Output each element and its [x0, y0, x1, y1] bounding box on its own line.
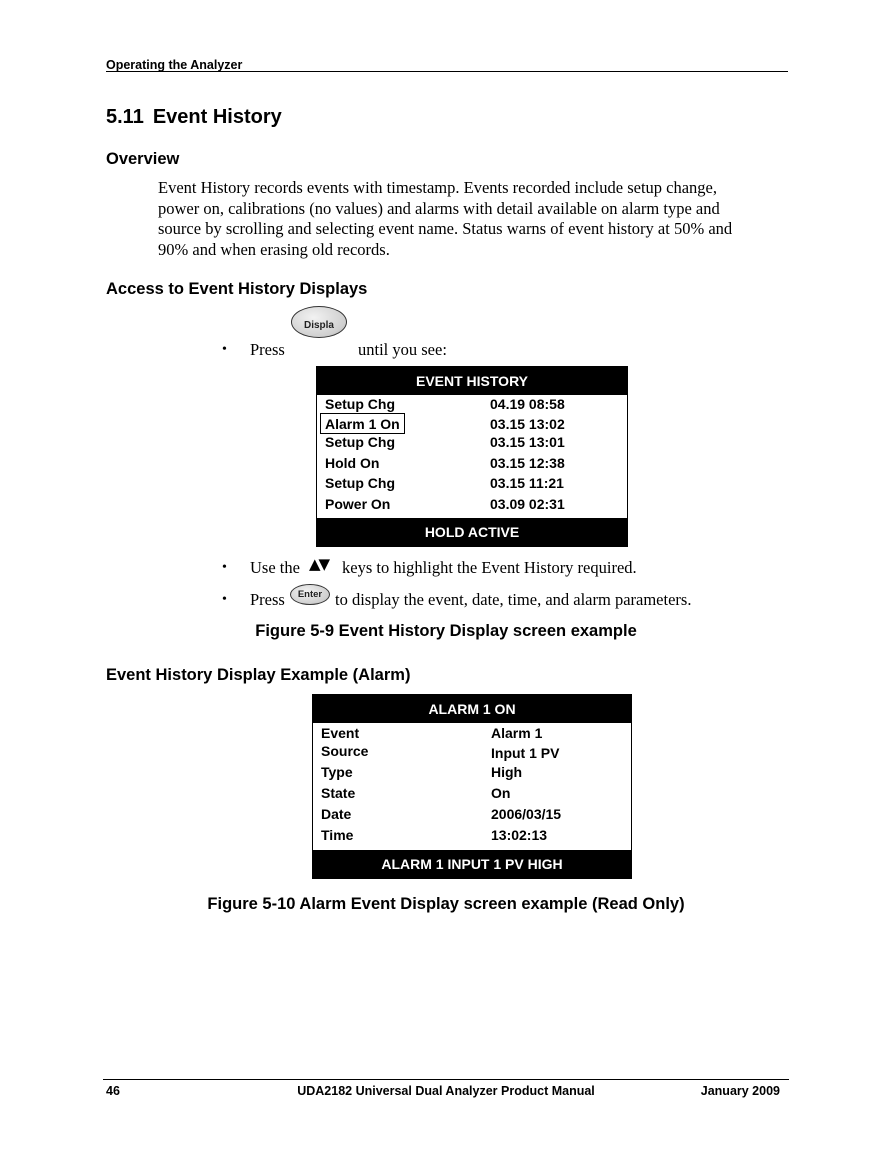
event-screen-title: EVENT HISTORY: [317, 367, 627, 395]
event-name-selected[interactable]: Alarm 1 On: [325, 416, 400, 432]
alarm-field-label: Type: [321, 764, 353, 780]
bullet: •: [222, 592, 227, 607]
alarm-example-heading: Event History Display Example (Alarm): [106, 666, 411, 684]
alarm-screen-status: ALARM 1 INPUT 1 PV HIGH: [313, 850, 631, 878]
step2-post-text: keys to highlight the Event History required.: [342, 558, 637, 577]
page-number: 46: [106, 1084, 120, 1098]
step1-post-text: until you see:: [358, 340, 447, 359]
event-timestamp: 03.15 11:21: [490, 475, 564, 491]
step2-pre-text: Use the: [250, 558, 300, 577]
alarm-event-screen: [312, 694, 632, 879]
event-timestamp: 03.15 13:02: [490, 416, 565, 432]
section-title-text: Event History: [152, 106, 282, 128]
bullet: •: [222, 342, 227, 357]
alarm-field-value: 2006/03/15: [491, 806, 562, 822]
footer-rule: [103, 1079, 789, 1080]
access-heading: Access to Event History Displays: [106, 280, 368, 298]
step3-post-text: to display the event, date, time, and alarm parameters.: [335, 590, 692, 609]
running-header: Operating the Analyzer: [106, 58, 243, 72]
alarm-field-value: 13:02:13: [491, 827, 548, 843]
alarm-field-label: State: [321, 785, 356, 801]
alarm-field-value: Input 1 PV: [491, 745, 560, 761]
alarm-field-label: Time: [321, 827, 354, 843]
event-screen-status: HOLD ACTIVE: [317, 518, 627, 546]
alarm-field-value: High: [491, 764, 523, 780]
event-timestamp: 03.15 13:01: [490, 434, 565, 450]
alarm-field-value: Alarm 1: [491, 725, 543, 741]
display-key-icon[interactable]: [291, 306, 347, 338]
overview-line: 90% and when erasing old records.: [158, 240, 390, 260]
event-timestamp: 03.09 02:31: [490, 496, 565, 512]
enter-key-icon[interactable]: [290, 584, 330, 605]
footer-title: UDA2182 Universal Dual Analyzer Product Manual: [297, 1084, 595, 1098]
overview-heading: Overview: [106, 150, 180, 168]
event-timestamp: 03.15 12:38: [490, 455, 565, 471]
event-name[interactable]: Setup Chg: [325, 396, 395, 412]
alarm-field-label: Event: [321, 725, 360, 741]
overview-line: source by scrolling and selecting event name. Status warns of event history at 50% and: [158, 219, 733, 239]
alarm-field-label: Source: [321, 743, 369, 759]
figure-caption: Figure 5-10 Alarm Event Display screen example (Read Only): [207, 895, 685, 913]
figure-caption: Figure 5-9 Event History Display screen example: [255, 622, 637, 640]
alarm-field-value: On: [491, 785, 511, 801]
up-down-arrow-keys-icon[interactable]: ▲▼: [309, 555, 329, 573]
overview-paragraph: [158, 178, 778, 261]
event-name[interactable]: Hold On: [325, 455, 380, 471]
enter-key-label: Enter: [297, 589, 323, 600]
event-timestamp: 04.19 08:58: [490, 396, 565, 412]
event-history-screen: [316, 366, 628, 547]
display-key-label: Displa: [303, 319, 334, 331]
alarm-field-label: Date: [321, 806, 352, 822]
header-rule: [106, 71, 788, 72]
event-name[interactable]: Setup Chg: [325, 434, 395, 450]
section-title: [106, 106, 282, 129]
footer-date: January 2009: [700, 1084, 780, 1098]
overview-line: Event History records events with timestamp. Events recorded include setup change,: [158, 178, 718, 197]
event-name[interactable]: Setup Chg: [325, 475, 395, 491]
event-name[interactable]: Power On: [325, 496, 391, 512]
step1-pre-text: Press: [250, 340, 285, 359]
overview-line: power on, calibrations (no values) and alarms with detail available on alarm type and: [158, 198, 720, 218]
bullet: •: [222, 560, 227, 575]
section-number: 5.11: [106, 106, 144, 128]
step3-pre-text: Press: [250, 590, 285, 609]
alarm-screen-title: ALARM 1 ON: [313, 695, 631, 723]
